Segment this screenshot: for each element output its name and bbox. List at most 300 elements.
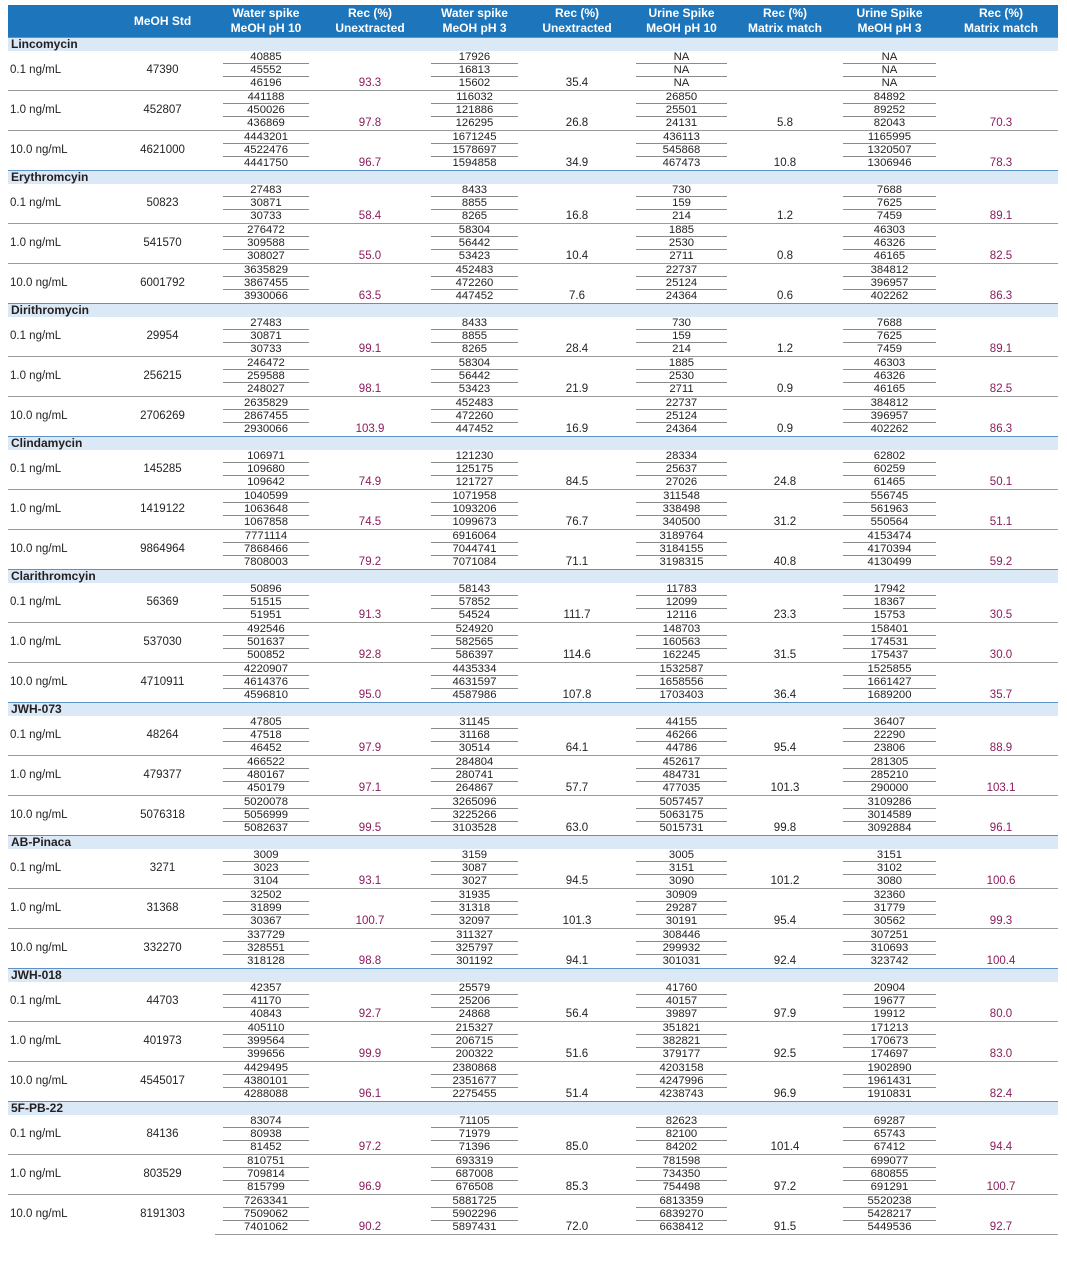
water-spike-ph10-value: 51515 — [215, 596, 317, 609]
urine-spike-ph3-value: 30562 — [873, 915, 906, 927]
meoh-std-value: 50823 — [146, 197, 179, 209]
urine-spike-ph3-value: 67412 — [873, 1141, 906, 1153]
rec-matrix-ph3-value: 35.7 — [989, 689, 1013, 701]
urine-spike-ph3-value: NA — [835, 51, 944, 64]
concentration-label: 0.1 ng/mL — [10, 64, 62, 76]
rec-matrix-ph10-value — [735, 982, 835, 995]
water-spike-ph3-value: 215327 — [423, 1022, 526, 1036]
water-spike-ph3-value: 25579 — [423, 982, 526, 995]
water-spike-ph10-value: 7868466 — [215, 543, 317, 556]
rec-unextracted-ph3-value: 111.7 — [563, 609, 591, 621]
water-spike-ph3-value: 325797 — [423, 942, 526, 955]
water-spike-ph10-value: 27483 — [215, 317, 317, 330]
rec-unextracted-ph10-value — [317, 237, 423, 250]
urine-spike-ph3-value: 680855 — [835, 1168, 944, 1181]
rec-unextracted-ph3-value — [526, 1075, 628, 1088]
urine-spike-ph10-value: 28334 — [628, 450, 735, 463]
urine-spike-ph3-value: 561963 — [835, 503, 944, 516]
water-spike-ph10-value: 436869 — [247, 117, 285, 129]
rec-unextracted-ph3-value — [526, 1115, 628, 1128]
water-spike-ph10-value: 7401062 — [215, 1221, 317, 1235]
header-cell-water-spike-ph10: Water spike MeOH pH 10 — [215, 5, 317, 38]
compound-name: AB-Pinaca — [8, 836, 1058, 850]
rec-unextracted-ph3-value — [526, 144, 628, 157]
rec-matrix-ph10-value — [735, 1195, 835, 1209]
urine-spike-ph10-value: 1532587 — [628, 663, 735, 677]
water-spike-ph10-value: 328551 — [215, 942, 317, 955]
urine-spike-ph10-value: 25501 — [628, 104, 735, 117]
concentration-label: 0.1 ng/mL — [10, 330, 62, 342]
rec-unextracted-ph3-value — [526, 796, 628, 810]
water-spike-ph3-value: 3159 — [423, 849, 526, 862]
rec-matrix-ph3-value — [944, 184, 1058, 197]
compound-name: Lincomycin — [8, 38, 1058, 52]
rec-matrix-ph10-value — [735, 596, 835, 609]
rec-unextracted-ph10-value — [317, 663, 423, 677]
meoh-std-value: 541570 — [110, 224, 215, 264]
urine-spike-ph10-value: 27026 — [665, 476, 698, 488]
urine-spike-ph3-value: 3109286 — [835, 796, 944, 810]
urine-spike-ph10-value: 301031 — [662, 955, 701, 967]
rec-unextracted-ph3-value: 72.0 — [526, 1221, 628, 1235]
water-spike-ph10-value: 492546 — [215, 623, 317, 637]
urine-spike-ph10-value: 22737 — [628, 397, 735, 411]
urine-spike-ph3-value: 396957 — [835, 410, 944, 423]
urine-spike-ph3-value: 69287 — [835, 1115, 944, 1128]
meoh-std-value: 31368 — [110, 889, 215, 929]
rec-unextracted-ph10-value — [317, 1208, 423, 1221]
rec-matrix-ph3-value — [944, 623, 1058, 637]
rec-matrix-ph10-value: 31.2 — [773, 516, 797, 528]
compound-header-row — [8, 304, 1058, 318]
rec-matrix-ph10-value: 0.9 — [777, 423, 793, 435]
urine-spike-ph3-value: 175437 — [870, 649, 909, 661]
concentration-label: 1.0 ng/mL — [8, 224, 110, 264]
concentration-label: 1.0 ng/mL — [8, 91, 110, 131]
rec-unextracted-ph3-value — [526, 184, 628, 197]
urine-spike-ph10-value: 2530 — [628, 370, 735, 383]
urine-spike-ph3-value: 82043 — [873, 117, 906, 129]
rec-matrix-ph10-value — [735, 197, 835, 210]
rec-matrix-ph10-value — [735, 1168, 835, 1181]
urine-spike-ph10-value: 3189764 — [628, 530, 735, 544]
rec-matrix-ph3-value — [944, 77, 1058, 91]
rec-matrix-ph3-value: 100.4 — [986, 955, 1016, 967]
rec-unextracted-ph3-value — [526, 64, 628, 77]
urine-spike-ph3-value: 23806 — [873, 742, 906, 754]
rec-unextracted-ph10-value: 98.1 — [358, 383, 382, 395]
urine-spike-ph10-value: 1885 — [628, 357, 735, 371]
rec-matrix-ph3-value — [944, 64, 1058, 77]
water-spike-ph10-value: 450026 — [215, 104, 317, 117]
rec-matrix-ph3-value — [944, 902, 1058, 915]
rec-matrix-ph3-value — [944, 729, 1058, 742]
water-spike-ph3-value: 1071958 — [423, 490, 526, 504]
urine-spike-ph10-value: 340500 — [662, 516, 701, 528]
rec-matrix-ph10-value: 97.2 — [773, 1181, 797, 1193]
rec-unextracted-ph3-value — [526, 716, 628, 729]
rec-matrix-ph3-value — [944, 756, 1058, 770]
rec-unextracted-ph3-value — [526, 982, 628, 995]
water-spike-ph3-value: 71105 — [423, 1115, 526, 1128]
rec-matrix-ph3-value — [944, 1195, 1058, 1209]
rec-matrix-ph10-value — [735, 277, 835, 290]
urine-spike-ph10-value: 25637 — [628, 463, 735, 476]
meoh-std-value: 2706269 — [110, 397, 215, 437]
urine-spike-ph10-value: 477035 — [662, 782, 701, 794]
urine-spike-ph10-value: 46266 — [628, 729, 735, 742]
rec-unextracted-ph10-value — [317, 1155, 423, 1169]
rec-unextracted-ph10-value: 103.9 — [355, 423, 385, 435]
water-spike-ph3-value: 54524 — [458, 609, 491, 621]
urine-spike-ph3-value: 22290 — [835, 729, 944, 742]
meoh-std-value: 44703 — [146, 995, 179, 1007]
rec-matrix-ph3-value: 78.3 — [989, 157, 1013, 169]
rec-unextracted-ph10-value: 99.5 — [358, 822, 382, 834]
rec-unextracted-ph10-value — [317, 1035, 423, 1048]
water-spike-ph3-value: 3265096 — [423, 796, 526, 810]
rec-unextracted-ph3-value: 76.7 — [565, 516, 589, 528]
water-spike-ph3-value: 53423 — [458, 383, 491, 395]
rec-unextracted-ph10-value: 79.2 — [358, 556, 382, 568]
rec-matrix-ph3-value — [944, 809, 1058, 822]
rec-matrix-ph10-value — [735, 623, 835, 637]
water-spike-ph3-value: 15602 — [458, 77, 491, 89]
rec-unextracted-ph10-value — [317, 636, 423, 649]
meoh-std-value: 803529 — [110, 1155, 215, 1195]
water-spike-ph3-value: 7044741 — [423, 543, 526, 556]
table-row — [8, 663, 1058, 677]
urine-spike-ph3-value: 171213 — [835, 1022, 944, 1036]
rec-unextracted-ph3-value — [526, 543, 628, 556]
rec-matrix-ph10-value — [735, 809, 835, 822]
urine-spike-ph10-value: 4247996 — [628, 1075, 735, 1088]
rec-matrix-ph3-value — [944, 503, 1058, 516]
urine-spike-ph10-value: 24131 — [665, 117, 698, 129]
concentration-label: 10.0 ng/mL — [8, 1062, 110, 1102]
urine-spike-ph3-value: 556745 — [835, 490, 944, 504]
water-spike-ph3-value: 121727 — [455, 476, 494, 488]
urine-spike-ph3-value: 402262 — [870, 290, 909, 302]
rec-unextracted-ph3-value — [526, 889, 628, 903]
water-spike-ph3-value: 687008 — [423, 1168, 526, 1181]
rec-matrix-ph10-value — [735, 849, 835, 862]
rec-matrix-ph10-value — [735, 862, 835, 875]
rec-matrix-ph10-value — [735, 450, 835, 463]
water-spike-ph3-value: 447452 — [455, 423, 494, 435]
table-body — [8, 38, 1058, 1235]
rec-matrix-ph10-value: 10.8 — [773, 157, 797, 169]
water-spike-ph3-value: 116032 — [423, 91, 526, 105]
rec-matrix-ph3-value: 82.5 — [989, 383, 1013, 395]
rec-matrix-ph3-value: 99.3 — [989, 915, 1013, 927]
rec-matrix-ph10-value — [735, 370, 835, 383]
rec-matrix-ph10-value — [735, 942, 835, 955]
rec-unextracted-ph3-value: 21.9 — [565, 383, 589, 395]
water-spike-ph10-value: 42357 — [215, 982, 317, 995]
concentration-label: 0.1 ng/mL — [10, 1128, 62, 1140]
table-row — [8, 849, 1058, 862]
rec-matrix-ph10-value — [735, 1128, 835, 1141]
rec-unextracted-ph10-value — [317, 397, 423, 411]
rec-unextracted-ph3-value — [526, 596, 628, 609]
rec-unextracted-ph10-value: 96.9 — [358, 1181, 382, 1193]
compound-header-row — [8, 570, 1058, 584]
rec-matrix-ph10-value — [735, 769, 835, 782]
rec-unextracted-ph10-value — [317, 1128, 423, 1141]
meoh-std-value: 4545017 — [110, 1062, 215, 1102]
water-spike-ph10-value: 41170 — [215, 995, 317, 1008]
rec-matrix-ph3-value: 80.0 — [989, 1008, 1013, 1020]
urine-spike-ph3-value: 1961431 — [835, 1075, 944, 1088]
water-spike-ph10-value: 3930066 — [244, 290, 288, 302]
rec-matrix-ph3-value — [944, 463, 1058, 476]
rec-matrix-ph3-value — [944, 596, 1058, 609]
table-row — [8, 583, 1058, 596]
water-spike-ph3-value: 693319 — [423, 1155, 526, 1169]
water-spike-ph10-value: 30871 — [215, 330, 317, 343]
table-row — [8, 490, 1058, 504]
header-cell-rec-matrix-ph10: Rec (%) Matrix match — [735, 5, 835, 38]
rec-unextracted-ph3-value — [526, 237, 628, 250]
urine-spike-ph10-value: 3184155 — [628, 543, 735, 556]
rec-unextracted-ph3-value — [526, 131, 628, 145]
rec-unextracted-ph10-value — [317, 490, 423, 504]
rec-unextracted-ph3-value — [526, 1022, 628, 1036]
urine-spike-ph3-value: 60259 — [835, 463, 944, 476]
urine-spike-ph3-value: 31779 — [835, 902, 944, 915]
rec-matrix-ph10-value: 0.8 — [777, 250, 793, 262]
rec-matrix-ph3-value — [944, 1022, 1058, 1036]
water-spike-ph10-value: 2867455 — [215, 410, 317, 423]
water-spike-ph10-value: 1063648 — [215, 503, 317, 516]
water-spike-ph3-value: 125175 — [423, 463, 526, 476]
rec-matrix-ph10-value — [735, 1062, 835, 1076]
rec-unextracted-ph3-value: 114.6 — [563, 649, 591, 661]
rec-unextracted-ph3-value — [526, 530, 628, 544]
water-spike-ph10-value: 4380101 — [215, 1075, 317, 1088]
rec-matrix-ph3-value — [944, 1155, 1058, 1169]
meoh-std-value: 3271 — [149, 862, 176, 874]
urine-spike-ph10-value: 44786 — [665, 742, 698, 754]
urine-spike-ph3-value: 32360 — [835, 889, 944, 903]
urine-spike-ph3-value: 1689200 — [867, 689, 912, 701]
water-spike-ph3-value: 58304 — [423, 357, 526, 371]
water-spike-ph3-value: 4435334 — [423, 663, 526, 677]
urine-spike-ph10-value: 382821 — [628, 1035, 735, 1048]
rec-matrix-ph10-value — [735, 330, 835, 343]
water-spike-ph10-value: 109680 — [215, 463, 317, 476]
rec-unextracted-ph3-value: 7.6 — [569, 290, 585, 302]
water-spike-ph10-value: 109642 — [247, 476, 285, 488]
rec-matrix-ph10-value — [735, 1075, 835, 1088]
concentration-label: 10.0 ng/mL — [8, 796, 110, 836]
urine-spike-ph10-value: 1703403 — [659, 689, 704, 701]
water-spike-ph10-value: 46196 — [250, 77, 282, 89]
urine-spike-ph3-value: 307251 — [835, 929, 944, 943]
water-spike-ph3-value: 586397 — [455, 649, 494, 661]
urine-spike-ph3-value: 3014589 — [835, 809, 944, 822]
header-cell-urine-spike-ph3: Urine Spike MeOH pH 3 — [835, 5, 944, 38]
water-spike-ph10-value: 337729 — [215, 929, 317, 943]
rec-matrix-ph10-value — [735, 463, 835, 476]
rec-unextracted-ph3-value: 10.4 — [565, 250, 589, 262]
compound-name: Clarithromcyin — [8, 570, 1058, 584]
rec-matrix-ph3-value — [944, 543, 1058, 556]
rec-matrix-ph10-value — [735, 503, 835, 516]
table-row — [8, 317, 1058, 330]
rec-matrix-ph10-value — [735, 131, 835, 145]
rec-unextracted-ph3-value — [526, 1035, 628, 1048]
urine-spike-ph3-value: 7625 — [835, 330, 944, 343]
urine-spike-ph3-value: 3151 — [835, 849, 944, 862]
urine-spike-ph10-value: 162245 — [662, 649, 701, 661]
urine-spike-ph3-value: 281305 — [835, 756, 944, 770]
concentration-label: 10.0 ng/mL — [8, 264, 110, 304]
rec-matrix-ph3-value: 30.0 — [989, 649, 1013, 661]
rec-matrix-ph3-value — [944, 330, 1058, 343]
table-row — [8, 929, 1058, 943]
urine-spike-ph10-value: 84202 — [665, 1141, 698, 1153]
urine-spike-ph3-value: 5428217 — [835, 1208, 944, 1221]
rec-matrix-ph3-value — [944, 583, 1058, 596]
urine-spike-ph3-value: 17942 — [835, 583, 944, 596]
rec-unextracted-ph3-value: 71.1 — [565, 556, 589, 568]
water-spike-ph3-value: 1093206 — [423, 503, 526, 516]
urine-spike-ph10-value: 12116 — [666, 609, 697, 621]
urine-spike-ph3-value: 46326 — [835, 237, 944, 250]
urine-spike-ph10-value: 159 — [628, 197, 735, 210]
rec-unextracted-ph10-value: 96.1 — [358, 1088, 382, 1100]
urine-spike-ph3-value: 550564 — [870, 516, 909, 528]
rec-matrix-ph3-value — [944, 370, 1058, 383]
rec-unextracted-ph10-value — [317, 796, 423, 810]
urine-spike-ph3-value: 3092884 — [867, 822, 912, 834]
water-spike-ph3-value: 56442 — [423, 237, 526, 250]
rec-matrix-ph3-value — [944, 397, 1058, 411]
rec-unextracted-ph10-value — [317, 942, 423, 955]
rec-matrix-ph3-value — [944, 144, 1058, 157]
rec-unextracted-ph10-value — [317, 357, 423, 371]
rec-matrix-ph3-value — [944, 357, 1058, 371]
meoh-std-value: 47390 — [146, 64, 179, 76]
rec-unextracted-ph10-value: 74.9 — [358, 476, 382, 488]
urine-spike-ph3-value: 7625 — [835, 197, 944, 210]
urine-spike-ph3-value: 174697 — [870, 1048, 909, 1060]
water-spike-ph10-value: 4429495 — [215, 1062, 317, 1076]
rec-unextracted-ph3-value — [526, 503, 628, 516]
urine-spike-ph10-value: 452617 — [628, 756, 735, 770]
urine-spike-ph3-value: 18367 — [835, 596, 944, 609]
rec-unextracted-ph10-value: 58.4 — [358, 210, 382, 222]
rec-unextracted-ph3-value: 28.4 — [565, 343, 589, 355]
water-spike-ph3-value: 121886 — [423, 104, 526, 117]
urine-spike-ph10-value: 734350 — [628, 1168, 735, 1181]
rec-unextracted-ph3-value — [526, 197, 628, 210]
meoh-std-value: 401973 — [110, 1022, 215, 1062]
urine-spike-ph10-value: 3151 — [628, 862, 735, 875]
urine-spike-ph10-value: 25124 — [628, 277, 735, 290]
water-spike-ph3-value: 4587986 — [452, 689, 497, 701]
rec-unextracted-ph3-value — [526, 104, 628, 117]
rec-unextracted-ph10-value — [317, 1022, 423, 1036]
rec-unextracted-ph10-value: 97.2 — [358, 1141, 382, 1153]
concentration-label: 10.0 ng/mL — [8, 929, 110, 969]
rec-matrix-ph3-value: 50.1 — [989, 476, 1013, 488]
rec-matrix-ph3-value — [944, 237, 1058, 250]
water-spike-ph3-value: 472260 — [423, 277, 526, 290]
table-row — [8, 982, 1058, 995]
rec-matrix-ph3-value — [944, 849, 1058, 862]
table-row — [8, 716, 1058, 729]
rec-matrix-ph10-value — [735, 51, 835, 64]
water-spike-ph10-value: 4522476 — [215, 144, 317, 157]
rec-unextracted-ph3-value: 51.4 — [565, 1088, 589, 1100]
water-spike-ph3-value: 4631597 — [423, 676, 526, 689]
rec-unextracted-ph10-value — [317, 809, 423, 822]
urine-spike-ph3-value: 4170394 — [835, 543, 944, 556]
water-spike-ph3-value: 24868 — [458, 1008, 491, 1020]
water-spike-ph3-value: 1578697 — [423, 144, 526, 157]
rec-matrix-ph3-value: 82.4 — [989, 1088, 1013, 1100]
rec-unextracted-ph3-value — [526, 317, 628, 330]
rec-unextracted-ph10-value: 97.9 — [358, 742, 382, 754]
rec-unextracted-ph3-value — [526, 463, 628, 476]
water-spike-ph10-value: 259588 — [215, 370, 317, 383]
concentration-label: 1.0 ng/mL — [8, 1022, 110, 1062]
table-row — [8, 264, 1058, 278]
water-spike-ph10-value: 308027 — [247, 250, 285, 262]
water-spike-ph10-value: 47518 — [215, 729, 317, 742]
urine-spike-ph10-value: 3090 — [668, 875, 695, 887]
rec-unextracted-ph10-value — [317, 862, 423, 875]
concentration-label: 0.1 ng/mL — [10, 729, 62, 741]
rec-unextracted-ph10-value: 98.8 — [358, 955, 382, 967]
water-spike-ph10-value: 318128 — [247, 955, 285, 967]
urine-spike-ph10-value: 1885 — [628, 224, 735, 238]
meoh-std-value: 9864964 — [110, 530, 215, 570]
rec-unextracted-ph3-value — [526, 929, 628, 943]
urine-spike-ph10-value: NA — [628, 51, 735, 64]
water-spike-ph3-value: 71979 — [423, 1128, 526, 1141]
water-spike-ph10-value: 81452 — [250, 1141, 282, 1153]
urine-spike-ph10-value: 5063175 — [628, 809, 735, 822]
urine-spike-ph10-value: 6638412 — [628, 1221, 735, 1235]
water-spike-ph10-value: 27483 — [215, 184, 317, 197]
rec-matrix-ph3-value — [944, 317, 1058, 330]
water-spike-ph10-value: 3009 — [215, 849, 317, 862]
water-spike-ph10-value: 399656 — [247, 1048, 285, 1060]
rec-unextracted-ph3-value: 64.1 — [565, 742, 589, 754]
water-spike-ph10-value: 480167 — [215, 769, 317, 782]
table-row — [8, 397, 1058, 411]
rec-unextracted-ph3-value — [526, 357, 628, 371]
meoh-std-value: 1419122 — [110, 490, 215, 530]
rec-matrix-ph10-value — [735, 1115, 835, 1128]
rec-matrix-ph3-value: 30.5 — [989, 609, 1013, 621]
water-spike-ph3-value: 2351677 — [423, 1075, 526, 1088]
rec-unextracted-ph3-value — [526, 370, 628, 383]
concentration-label: 0.1 ng/mL — [10, 995, 62, 1007]
urine-spike-ph10-value: 29287 — [628, 902, 735, 915]
urine-spike-ph3-value: 1525855 — [835, 663, 944, 677]
rec-matrix-ph10-value: 1.2 — [777, 210, 793, 222]
urine-spike-ph10-value: 2711 — [669, 250, 694, 262]
water-spike-ph3-value: 1671245 — [423, 131, 526, 145]
rec-matrix-ph3-value — [944, 410, 1058, 423]
water-spike-ph10-value: 4288088 — [244, 1088, 288, 1100]
urine-spike-ph10-value: 160563 — [628, 636, 735, 649]
